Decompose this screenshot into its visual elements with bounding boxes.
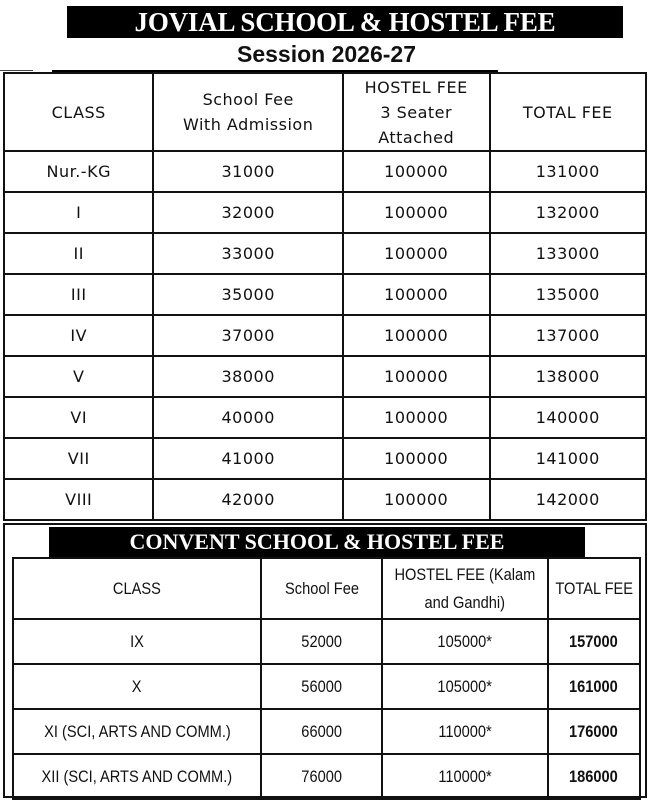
cell-class: VII xyxy=(4,438,153,479)
cell-hostel-fee: 100000 xyxy=(343,438,490,479)
cell-total-fee: 135000 xyxy=(490,274,647,315)
jovial-fee-table xyxy=(3,72,647,521)
cell-school-fee-text: 66000 xyxy=(301,721,342,741)
cell-class: V xyxy=(4,356,153,397)
header-school-fee-line2: With Admission xyxy=(183,115,314,134)
header-hostel-fee-line2: 3 Seater xyxy=(380,102,453,122)
header-class-text: CLASS xyxy=(113,578,162,598)
cell-hostel-fee-text: 105000* xyxy=(437,676,492,696)
table-row xyxy=(4,315,646,356)
cell-school-fee: 32000 xyxy=(153,192,342,233)
cell-class: Nur.-KG xyxy=(4,151,153,192)
table-row xyxy=(4,438,646,479)
header-total-fee: TOTAL FEE xyxy=(490,73,647,151)
cell-school-fee-text: 56000 xyxy=(301,676,342,696)
cell-hostel-fee: 100000 xyxy=(343,274,490,315)
cell-hostel-fee: 100000 xyxy=(343,356,490,397)
header-total-fee-text: TOTAL FEE xyxy=(554,578,633,598)
cell-class-text: IX xyxy=(130,631,145,651)
cell-class: III xyxy=(4,274,153,315)
session-label: Session 2026-27 xyxy=(236,41,416,67)
cell-total-fee xyxy=(548,709,640,754)
header-hostel-fee-line1: HOSTEL FEE (Kalam xyxy=(394,564,536,584)
cell-class: IV xyxy=(4,315,153,356)
cell-school-fee: 38000 xyxy=(153,356,342,397)
cell-school-fee-text: 52000 xyxy=(301,631,342,651)
cell-class-text: X xyxy=(132,676,143,696)
cell-class: VI xyxy=(4,397,153,438)
convent-fee-title: CONVENT SCHOOL & HOSTEL FEE xyxy=(49,527,585,557)
cell-class xyxy=(13,709,261,754)
cell-total-fee: 140000 xyxy=(490,397,647,438)
cell-total-fee xyxy=(548,619,640,664)
header-hostel-fee xyxy=(343,73,490,151)
table-row xyxy=(4,151,646,192)
cell-class: I xyxy=(4,192,153,233)
table-row xyxy=(4,274,646,315)
cell-school-fee: 40000 xyxy=(153,397,342,438)
header-school-fee-text: School Fee xyxy=(284,578,359,598)
table-row xyxy=(4,233,646,274)
table-row xyxy=(13,664,640,709)
cell-total-fee: 141000 xyxy=(490,438,647,479)
table-row xyxy=(4,479,646,520)
cell-hostel-fee: 100000 xyxy=(343,315,490,356)
cell-class xyxy=(13,754,261,799)
table-row xyxy=(13,709,640,754)
header-school-fee-line1: School Fee xyxy=(202,90,294,109)
cell-school-fee xyxy=(261,709,382,754)
cell-hostel-fee: 100000 xyxy=(343,397,490,438)
cell-total-fee: 132000 xyxy=(490,192,647,233)
cell-school-fee: 42000 xyxy=(153,479,342,520)
cell-hostel-fee: 100000 xyxy=(343,192,490,233)
cell-total-fee: 142000 xyxy=(490,479,647,520)
cell-hostel-fee xyxy=(382,709,548,754)
cell-school-fee: 37000 xyxy=(153,315,342,356)
table-header-row xyxy=(13,558,640,619)
cell-school-fee: 41000 xyxy=(153,438,342,479)
cell-hostel-fee xyxy=(382,754,548,799)
table-row xyxy=(4,192,646,233)
cell-hostel-fee-text: 105000* xyxy=(437,631,492,651)
cell-total-fee-text: 176000 xyxy=(569,721,619,741)
cell-hostel-fee-text: 110000* xyxy=(438,766,492,786)
cell-class-text: XI (SCI, ARTS AND COMM.) xyxy=(43,721,231,741)
table-header-row xyxy=(4,73,646,151)
cell-total-fee xyxy=(548,664,640,709)
cell-class xyxy=(13,664,261,709)
cell-class-text: XII (SCI, ARTS AND COMM.) xyxy=(41,766,233,786)
cell-class: II xyxy=(4,233,153,274)
header-hostel-fee-line1: HOSTEL FEE xyxy=(364,77,468,97)
header-hostel-fee xyxy=(382,558,548,619)
cell-hostel-fee: 100000 xyxy=(343,233,490,274)
cell-hostel-fee xyxy=(382,664,548,709)
cell-class: VIII xyxy=(4,479,153,520)
cell-total-fee: 131000 xyxy=(490,151,647,192)
header-school-fee xyxy=(261,558,382,619)
cell-total-fee xyxy=(548,754,640,799)
header-class: CLASS xyxy=(4,73,153,151)
convent-fee-table xyxy=(12,557,641,800)
header-hostel-fee-line3: Attached xyxy=(378,127,455,147)
cell-school-fee-text: 76000 xyxy=(301,766,342,786)
cell-total-fee: 138000 xyxy=(490,356,647,397)
cell-school-fee: 35000 xyxy=(153,274,342,315)
cell-total-fee: 137000 xyxy=(490,315,647,356)
header-total-fee xyxy=(548,558,640,619)
divider xyxy=(0,70,33,71)
jovial-fee-title: JOVIAL SCHOOL & HOSTEL FEE xyxy=(67,6,623,38)
table-row xyxy=(13,619,640,664)
cell-school-fee xyxy=(261,754,382,799)
cell-total-fee-text: 157000 xyxy=(569,631,619,651)
cell-school-fee xyxy=(261,664,382,709)
cell-hostel-fee: 100000 xyxy=(343,479,490,520)
header-school-fee xyxy=(153,73,342,151)
cell-total-fee: 133000 xyxy=(490,233,647,274)
cell-school-fee: 31000 xyxy=(153,151,342,192)
header-hostel-fee-line2: and Gandhi) xyxy=(424,592,505,612)
cell-school-fee xyxy=(261,619,382,664)
table-row xyxy=(4,397,646,438)
table-row xyxy=(4,356,646,397)
cell-total-fee-text: 186000 xyxy=(569,766,619,786)
cell-hostel-fee-text: 110000* xyxy=(438,721,492,741)
cell-hostel-fee: 100000 xyxy=(343,151,490,192)
cell-total-fee-text: 161000 xyxy=(569,676,619,696)
cell-class xyxy=(13,619,261,664)
cell-hostel-fee xyxy=(382,619,548,664)
cell-school-fee: 33000 xyxy=(153,233,342,274)
header-class xyxy=(13,558,261,619)
table-row xyxy=(13,754,640,799)
